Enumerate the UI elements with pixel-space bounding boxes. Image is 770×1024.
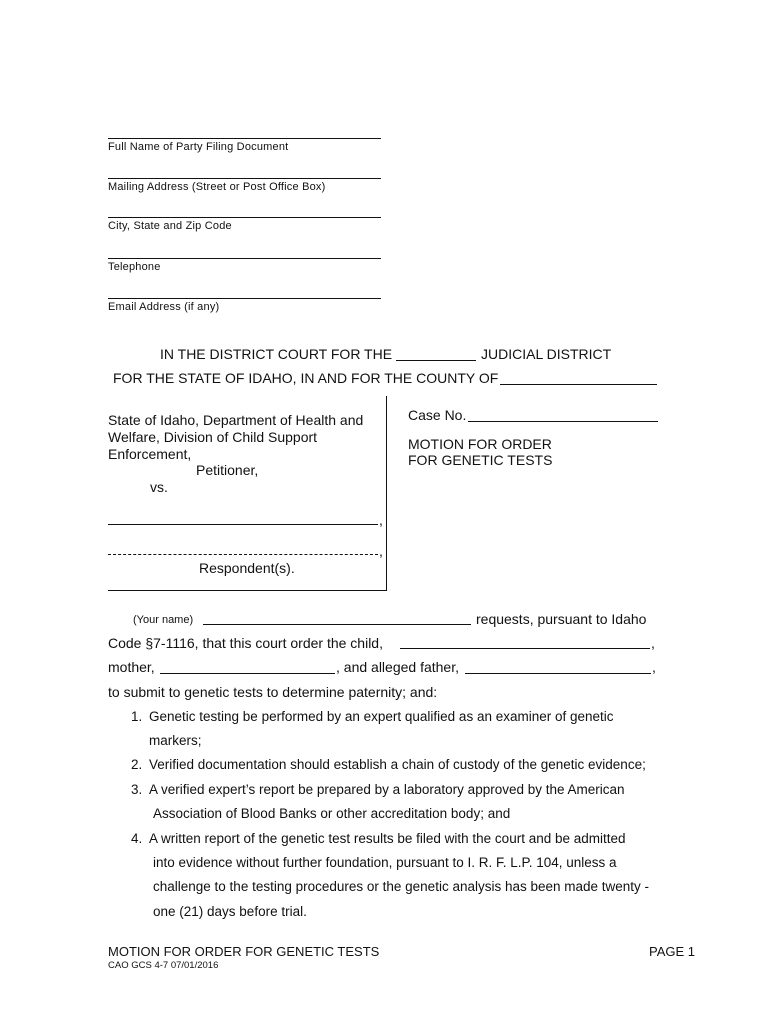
requests-text: requests, pursuant to Idaho <box>476 611 647 627</box>
your-name-label: (Your name) <box>133 614 194 626</box>
court-line2: FOR THE STATE OF IDAHO, IN AND FOR THE COUNTY OF <box>113 370 499 386</box>
petitioner-label: Petitioner, <box>196 462 259 478</box>
child-comma: , <box>651 635 655 651</box>
respondent-comma-1: , <box>379 512 383 528</box>
item-text: one (21) days before trial. <box>153 904 307 919</box>
mailing-address-label: Mailing Address (Street or Post Office Box) <box>108 181 326 193</box>
item-text: into evidence without further foundation, pursuant to I. R. F. L.P. 104, unless a <box>153 855 617 870</box>
alleged-father-text: , and alleged father, <box>336 659 459 675</box>
district-number-blank[interactable] <box>396 360 476 361</box>
item-text: challenge to the testing procedures or the genetic analysis has been made twenty - <box>153 879 650 894</box>
document-title: MOTION FOR ORDER FOR GENETIC TESTS <box>408 436 553 468</box>
father-comma: , <box>652 659 656 675</box>
submit-text: to submit to genetic tests to determine paternity; and: <box>108 684 438 700</box>
telephone-label: Telephone <box>108 261 161 273</box>
item-number: 2. <box>131 757 143 772</box>
form-code: CAO GCS 4-7 07/01/2016 <box>108 960 219 971</box>
court-line1-pre: IN THE DISTRICT COURT FOR THE <box>160 346 393 362</box>
respondent-label: Respondent(s). <box>199 560 295 576</box>
petitioner-name: State of Idaho, Department of Health and Welfare, Division of Child Support Enforcement, <box>108 412 364 462</box>
footer-title: MOTION FOR ORDER FOR GENETIC TESTS <box>108 944 380 959</box>
item-text: Verified documentation should establish a chain of custody of the genetic evidence; <box>149 757 646 772</box>
item-text: markers; <box>149 733 202 748</box>
mother-label: mother, <box>108 659 155 675</box>
case-no-blank[interactable] <box>468 421 658 422</box>
respondent-line-2[interactable] <box>108 554 378 555</box>
item-text: Association of Blood Banks or other accreditation body; and <box>153 806 511 821</box>
item-text: A written report of the genetic test results be filed with the court and be admitted <box>149 831 626 846</box>
full-name-line[interactable] <box>108 138 381 139</box>
city-state-zip-line[interactable] <box>108 217 381 218</box>
item-number: 3. <box>131 782 143 797</box>
telephone-line[interactable] <box>108 258 381 259</box>
item-number: 1. <box>131 709 143 724</box>
mother-name-blank[interactable] <box>160 673 335 674</box>
caption-divider <box>386 396 387 591</box>
county-blank[interactable] <box>500 384 657 385</box>
caption-bottom-rule <box>108 590 386 591</box>
case-no-label: Case No. <box>408 407 467 423</box>
city-state-zip-label: City, State and Zip Code <box>108 220 232 232</box>
respondent-line-1[interactable] <box>108 524 378 525</box>
item-text: A verified expert’s report be prepared by a laboratory approved by the American <box>149 782 625 797</box>
email-line[interactable] <box>108 298 381 299</box>
code-text: Code §7-1116, that this court order the child, <box>108 635 383 651</box>
mailing-address-line[interactable] <box>108 178 381 179</box>
email-label: Email Address (if any) <box>108 301 220 313</box>
page-number: PAGE 1 <box>649 944 696 959</box>
full-name-label: Full Name of Party Filing Document <box>108 141 289 153</box>
item-number: 4. <box>131 831 143 846</box>
item-text: Genetic testing be performed by an expert qualified as an examiner of genetic <box>149 709 614 724</box>
father-name-blank[interactable] <box>465 673 651 674</box>
court-line1-post: JUDICIAL DISTRICT <box>481 346 612 362</box>
child-name-blank[interactable] <box>400 648 650 649</box>
your-name-blank[interactable] <box>203 624 471 625</box>
respondent-comma-2: , <box>379 543 383 559</box>
vs-label: vs. <box>150 479 168 495</box>
